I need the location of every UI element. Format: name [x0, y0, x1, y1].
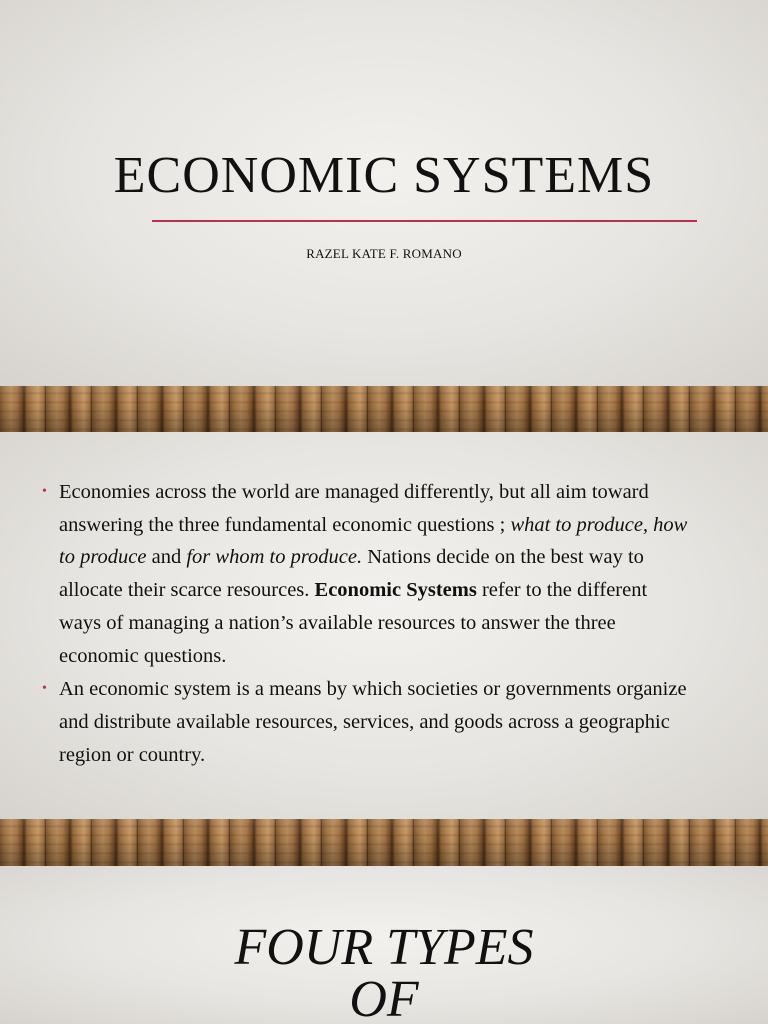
bullet-text-italic: what to produce, how to produce: [59, 513, 688, 569]
bullet-list: [42, 476, 692, 772]
title-underline: [152, 220, 697, 222]
slide-title: ECONOMIC SYSTEMS: [113, 147, 655, 204]
bullet-icon: •: [42, 681, 47, 697]
section-title: [0, 919, 768, 1024]
bullet-icon: •: [42, 484, 47, 499]
bullet-text: An economic system is a means by which societies or governments organize and distribute available resources, services, and goods across a geographic region or country.: [59, 678, 687, 766]
bullet-item: [42, 673, 692, 771]
bullet-text: and: [146, 546, 187, 569]
bullet-text: Nations decide on the best way to allocate their scarce resources.: [59, 546, 644, 602]
section-slide: [0, 866, 768, 1024]
section-title-line: OF: [349, 971, 419, 1024]
content-slide: [0, 432, 768, 819]
bullet-item: [42, 476, 692, 672]
bullet-text: Economies across the world are managed differently, but all aim toward answering the three fundamental economic questions ;: [59, 481, 649, 536]
bullet-text: refer to the different ways of managing a nation’s available resources to answer the three economic questions.: [59, 579, 648, 667]
section-title-line: FOUR TYPES: [234, 919, 534, 976]
bullet-text-italic: for whom to produce.: [186, 546, 363, 569]
title-slide: [0, 0, 768, 386]
wood-floor-divider: [0, 386, 768, 432]
bullet-text-bold: Economic Systems: [314, 579, 477, 602]
wood-floor-divider: [0, 819, 768, 866]
author-name: RAZEL KATE F. ROMANO: [306, 246, 462, 261]
